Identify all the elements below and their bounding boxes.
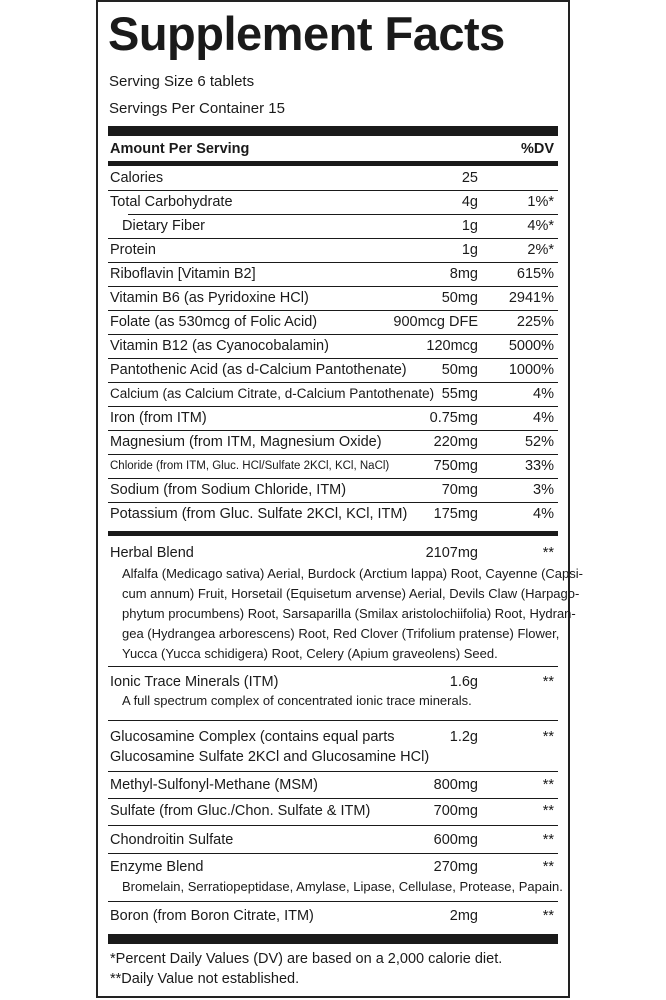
nutrient-amount: 4g xyxy=(461,194,478,210)
enzyme-blend-name: Enzyme Blend xyxy=(110,859,204,875)
row-divider xyxy=(108,901,558,902)
ionic-trace-dv: ** xyxy=(542,674,554,690)
row-divider xyxy=(108,720,558,721)
nutrient-dv: 1%* xyxy=(527,194,554,210)
ingredient-amount: 800mg xyxy=(433,777,478,793)
herbal-blend-desc-line: Alfalfa (Medicago sativa) Aerial, Burdock (Arctium lappa) Root, Cayenne (Capsi- xyxy=(122,566,583,581)
row-divider xyxy=(108,310,558,311)
nutrient-dv: 4% xyxy=(533,410,554,426)
row-divider xyxy=(108,825,558,826)
nutrient-dv: 4% xyxy=(533,386,554,402)
nutrient-name: Vitamin B12 (as Cyanocobalamin) xyxy=(110,338,329,354)
enzyme-blend-amount: 270mg xyxy=(433,859,478,875)
ingredient-name: Chondroitin Sulfate xyxy=(110,832,234,848)
glucosamine-name-line2: Glucosamine Sulfate 2KCl and Glucosamine HCl) xyxy=(110,749,430,765)
nutrient-dv: 225% xyxy=(516,314,554,330)
row-divider xyxy=(108,798,558,799)
nutrient-amount: 1g xyxy=(461,218,478,234)
supplement-facts-panel xyxy=(96,0,583,998)
ingredient-dv: ** xyxy=(542,777,554,793)
nutrient-amount: 0.75mg xyxy=(429,410,478,426)
ingredient-dv: ** xyxy=(542,832,554,848)
ingredient-name: Sulfate (from Gluc./Chon. Sulfate & ITM) xyxy=(110,803,371,819)
row-divider xyxy=(128,214,558,215)
herbal-blend-amount: 2107mg xyxy=(425,545,478,561)
nutrient-dv: 4%* xyxy=(527,218,554,234)
enzyme-blend-dv: ** xyxy=(542,859,554,875)
nutrient-amount: 750mg xyxy=(433,458,478,474)
nutrient-amount: 25 xyxy=(461,170,478,186)
nutrient-name: Pantothenic Acid (as d-Calcium Pantothenate) xyxy=(110,362,407,378)
nutrient-name: Vitamin B6 (as Pyridoxine HCl) xyxy=(110,290,309,306)
row-divider xyxy=(108,262,558,263)
nutrient-dv: 5000% xyxy=(508,338,554,354)
row-divider xyxy=(108,238,558,239)
row-divider xyxy=(108,666,558,667)
panel-title: Supplement Facts xyxy=(108,7,505,60)
medium-rule xyxy=(108,161,558,166)
nutrient-dv: 2941% xyxy=(508,290,554,306)
thick-rule xyxy=(108,934,558,944)
nutrient-name: Protein xyxy=(110,242,156,258)
glucosamine-name-line1: Glucosamine Complex (contains equal parts xyxy=(110,729,395,745)
nutrient-name: Magnesium (from ITM, Magnesium Oxide) xyxy=(110,434,382,450)
medium-rule xyxy=(108,531,558,536)
herbal-blend-desc-line: phytum procumbens) Root, Sarsaparilla (Smilax aristolochiifolia) Root, Hydran- xyxy=(122,606,576,621)
row-divider xyxy=(108,430,558,431)
herbal-blend-desc-line: cum annum) Fruit, Horsetail (Equisetum arvense) Aerial, Devils Claw (Harpago- xyxy=(122,586,580,601)
nutrient-amount: 50mg xyxy=(441,290,478,306)
row-divider xyxy=(108,502,558,503)
ingredient-dv: ** xyxy=(542,803,554,819)
footnote: **Daily Value not established. xyxy=(110,971,300,987)
nutrient-amount: 70mg xyxy=(441,482,478,498)
amount-per-serving-header: Amount Per Serving xyxy=(110,141,250,157)
boron-name: Boron (from Boron Citrate, ITM) xyxy=(110,908,314,924)
row-divider xyxy=(108,190,558,191)
nutrient-name: Folate (as 530mcg of Folic Acid) xyxy=(110,314,318,330)
glucosamine-dv: ** xyxy=(542,729,554,745)
nutrient-dv: 2%* xyxy=(527,242,554,258)
nutrient-amount: 8mg xyxy=(449,266,478,282)
thick-rule xyxy=(108,126,558,136)
row-divider xyxy=(108,358,558,359)
nutrient-name: Total Carbohydrate xyxy=(110,194,233,210)
footnote: *Percent Daily Values (DV) are based on a 2,000 calorie diet. xyxy=(110,951,503,967)
ingredient-amount: 700mg xyxy=(433,803,478,819)
row-divider xyxy=(108,406,558,407)
dv-header: %DV xyxy=(520,141,554,157)
nutrient-amount: 175mg xyxy=(433,506,478,522)
nutrient-name: Calories xyxy=(110,170,164,186)
ingredient-amount: 600mg xyxy=(433,832,478,848)
nutrient-dv: 3% xyxy=(533,482,554,498)
ionic-trace-amount: 1.6g xyxy=(449,674,478,690)
nutrient-amount: 50mg xyxy=(441,362,478,378)
row-divider xyxy=(108,478,558,479)
nutrient-amount: 220mg xyxy=(433,434,478,450)
nutrient-dv: 615% xyxy=(516,266,554,282)
row-divider xyxy=(108,334,558,335)
nutrient-dv: 1000% xyxy=(508,362,554,378)
ionic-trace-desc: A full spectrum complex of concentrated ionic trace minerals. xyxy=(122,693,472,708)
ingredient-name: Methyl-Sulfonyl-Methane (MSM) xyxy=(110,777,318,793)
nutrient-name: Sodium (from Sodium Chloride, ITM) xyxy=(110,482,347,498)
herbal-blend-desc-line: gea (Hydrangea arborescens) Root, Red Clover (Trifolium pratense) Flower, xyxy=(122,626,560,641)
row-divider xyxy=(108,286,558,287)
row-divider xyxy=(108,771,558,772)
nutrient-amount: 55mg xyxy=(441,386,478,402)
ionic-trace-name: Ionic Trace Minerals (ITM) xyxy=(110,674,279,690)
nutrient-dv: 33% xyxy=(524,458,554,474)
enzyme-blend-desc: Bromelain, Serratiopeptidase, Amylase, Lipase, Cellulase, Protease, Papain. xyxy=(122,879,563,894)
herbal-blend-name: Herbal Blend xyxy=(110,545,194,561)
nutrient-name: Calcium (as Calcium Citrate, d-Calcium Pantothenate) xyxy=(110,386,435,401)
nutrient-name: Riboflavin [Vitamin B2] xyxy=(110,266,256,282)
serving-size: Serving Size 6 tablets xyxy=(109,73,255,90)
nutrient-amount: 900mcg DFE xyxy=(393,314,478,330)
nutrient-name: Potassium (from Gluc. Sulfate 2KCl, KCl, ITM) xyxy=(110,506,408,522)
servings-per-container: Servings Per Container 15 xyxy=(109,100,285,117)
row-divider xyxy=(108,454,558,455)
row-divider xyxy=(108,853,558,854)
nutrient-amount: 1g xyxy=(461,242,478,258)
row-divider xyxy=(108,382,558,383)
nutrient-name: Dietary Fiber xyxy=(122,218,205,234)
herbal-blend-desc-line: Yucca (Yucca schidigera) Root, Celery (Apium graveolens) Seed. xyxy=(122,646,498,661)
glucosamine-amount: 1.2g xyxy=(449,729,478,745)
boron-amount: 2mg xyxy=(449,908,478,924)
boron-dv: ** xyxy=(542,908,554,924)
nutrient-name: Chloride (from ITM, Gluc. HCl/Sulfate 2KCl, KCl, NaCl) xyxy=(110,460,390,472)
nutrient-dv: 4% xyxy=(533,506,554,522)
nutrient-dv: 52% xyxy=(524,434,554,450)
nutrient-name: Iron (from ITM) xyxy=(110,410,207,426)
herbal-blend-dv: ** xyxy=(542,545,554,561)
nutrient-amount: 120mcg xyxy=(426,338,478,354)
